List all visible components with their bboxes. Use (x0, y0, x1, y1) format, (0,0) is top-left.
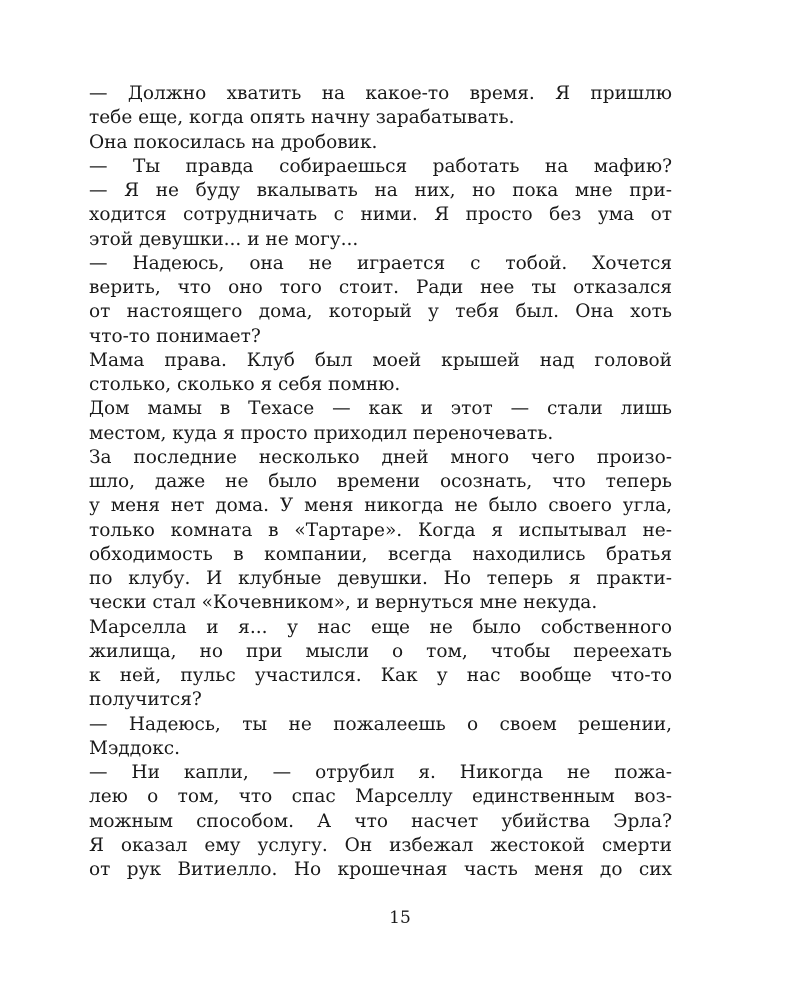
text-line: тебе еще, когда опять начну зарабатывать. (89, 107, 515, 129)
text-line: Мама права. Клуб был моей крышей над головой (89, 349, 672, 371)
text-line: что-то понимает? (89, 325, 261, 347)
text-line: ходится сотрудничать с ними. Я просто без ума от (89, 204, 672, 226)
text-line: Дом мамы в Техасе — как и этот — стали лишь (89, 398, 672, 420)
body-text (89, 82, 672, 882)
text-line: шло, даже не было времени осознать, что теперь (89, 471, 672, 492)
text-line: — Ты правда собираешься работать на мафию? (89, 155, 672, 177)
text-line: — Я не буду вкалывать на них, но пока мне при- (89, 180, 672, 201)
text-line: от настоящего дома, который у тебя был. Она хоть (89, 301, 672, 323)
text-line: Она покосилась на дробовик. (89, 131, 378, 153)
text-line: — Должно хватить на какое-то время. Я пришлю (89, 83, 672, 104)
text-line: лею о том, что спас Марселлу единственным воз- (89, 786, 672, 808)
text-line: по клубу. И клубные девушки. Но теперь я практи- (89, 568, 672, 589)
text-line: получится? (89, 689, 202, 711)
text-line: — Надеюсь, ты не пожалеешь о своем решении, (89, 713, 672, 735)
text-line: к ней, пульс участился. Как у нас вообще что-то (89, 665, 672, 686)
text-line: местом, куда я просто приходил переночевать. (89, 422, 554, 444)
text-line: можным способом. А что насчет убийства Эрла? (89, 810, 672, 832)
text-line: — Надеюсь, она не играется с тобой. Хочется (89, 252, 672, 274)
text-line: у меня нет дома. У меня никогда не было своего угла, (89, 495, 672, 517)
text-line: — Ни капли, — отрубил я. Никогда не пожа- (89, 762, 672, 783)
page-number: 15 (389, 908, 411, 928)
text-line: этой девушки... и не могу... (89, 228, 359, 250)
text-line: обходимость в компании, всегда находились братья (89, 543, 672, 565)
text-line: от рук Витиелло. Но крошечная часть меня до сих (89, 859, 672, 880)
text-line: верить, что оно того стоит. Ради нее ты отказался (89, 277, 672, 298)
text-line: За последние несколько дней много чего произо- (89, 446, 672, 468)
text-line: только комната в «Тартаре». Когда я испытывал не- (89, 519, 672, 541)
text-line: чески стал «Кочевником», и вернуться мне некуда. (89, 592, 598, 614)
text-line: столько, сколько я себя помню. (89, 374, 401, 395)
text-line: Марселла и я... у нас еще не было собственного (89, 616, 672, 638)
text-line: жилища, но при мысли о том, чтобы переехать (89, 640, 672, 662)
text-line: Мэддокс. (89, 737, 181, 759)
text-line: Я оказал ему услугу. Он избежал жестокой смерти (89, 834, 672, 856)
